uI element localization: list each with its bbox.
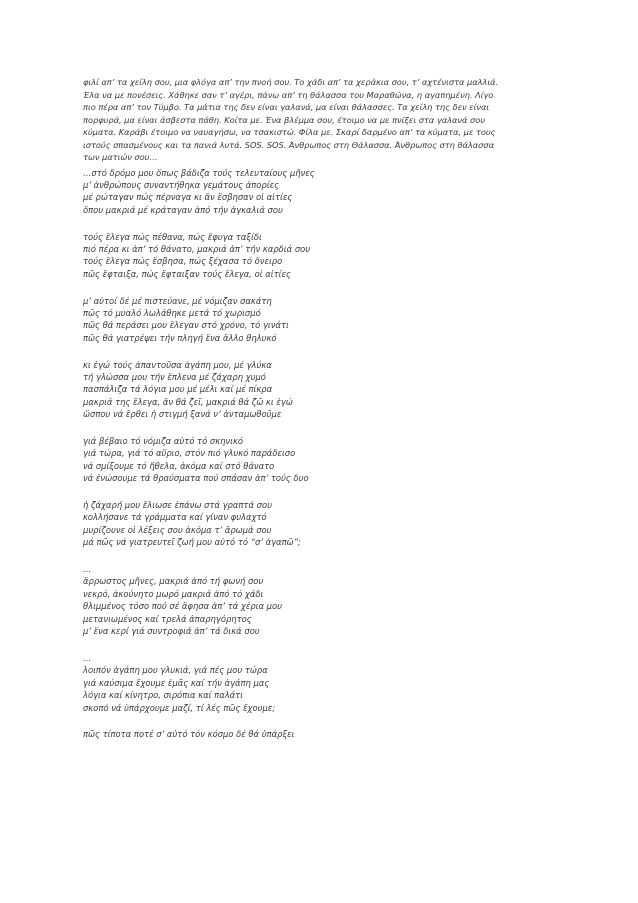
poem-line: πῶς θά γιατρέψει τήν πληγή ἕνα ἄλλο θηλυκό — [83, 332, 277, 343]
poem-line: ἄρρωστος μῆνες, μακριά ἀπό τή φωνή σου — [83, 576, 264, 587]
poem-line: τούς ἔλεγα πώς ἔσβησα, πώς ξέχασα τό ὄνειρο — [83, 256, 283, 267]
stanza-9 — [83, 728, 553, 740]
stanza-7 — [83, 563, 553, 638]
poem-line: γιά βέβαιο τό νόμιζα αὐτό τό σκηνικό — [83, 435, 244, 446]
stanza-4 — [83, 359, 553, 421]
stanza-5 — [83, 435, 553, 485]
poem-line: μ’ ἀνθρώπους συναντήθηκα γεμάτους ἀπορίες — [83, 179, 280, 190]
poem — [83, 167, 553, 741]
poem-line: μ’ ἕνα κερί γιά συντροφιά ἀπ’ τά δικά σου — [83, 626, 260, 637]
poem-line: ὥσπου νά ἔρθει ἡ στιγμή ξανά ν’ ἀνταμωθοῦμε — [83, 409, 282, 420]
poem-line: νά σμίξουμε τό ἤθελα, ἀκόμα καί στό θάνατο — [83, 460, 275, 471]
intro-line: ιστούς σπασμένους και τα πανιά λυτά. SOS. SOS. Άνθρωπος στη Θάλασσα. Άνθρωπος στη θάλασσα — [83, 139, 495, 150]
poem-line: πῶς ἔφταιξα, πώς ἔφταιξαν τούς ἔλεγα, οἱ αἰτίες — [83, 268, 291, 279]
intro-line: Έλα να με πονέσεις. Χάθηκε σαν τ’ αγέρι, πάνω απ’ τη θάλασσα του Μαραθώνα, η αγαπημένη. Λίγο — [83, 89, 494, 100]
poem-line: λόγια καί κίνητρο, σιρόπια καί παλάτι — [83, 690, 244, 701]
stanza-1 — [83, 167, 553, 217]
poem-line: μετανιωμένος καί τρελά ἀπαρηγόρητος — [83, 613, 252, 624]
poem-line: ὅπου μακριά μέ κράταγαν ἀπό τήν ἀγκαλιά σου — [83, 204, 283, 215]
poem-line: γιά τώρα, γιά τό αὔριο, στόν πιό γλυκό παράδεισο — [83, 448, 296, 459]
poem-line: νά ἑνώσουμε τά θραύσματα πού σπάσαν ἀπ’ τούς δυο — [83, 473, 309, 484]
poem-line: …στό δρόμο μου ὅπως βάδιζα τούς τελευταίους μῆνες — [83, 167, 315, 178]
poem-line: τούς ἔλεγα πώς πέθανα, πώς ἔφυγα ταξίδι — [83, 231, 262, 242]
poem-line: πῶς τό μυαλό λωλάθηκε μετά τό χωρισμό — [83, 307, 261, 318]
stanza-2 — [83, 231, 553, 281]
poem-line: κολλήσανε τά γράμματα καί γίναν φυλαχτό — [83, 512, 267, 523]
poem-line: γιά καύσιμα ἔχουμε ἐμᾶς καί τήν ἀγάπη μας — [83, 677, 270, 688]
intro-line: πορφυρά, μα είναι άσβεστα πάθη. Κοίτα με. Ένα βλέμμα σου, έτοιμο να με πνίξει στα γαλανά σου — [83, 114, 486, 125]
stanza-3 — [83, 295, 553, 345]
poem-line: πασπάλιζα τά λόγια μου μέ μέλι καί μέ πίκρα — [83, 384, 273, 395]
intro-line: των ματιών σου… — [83, 152, 158, 162]
poem-line: τή γλώσσα μου τήν ἔπλενα μέ ζάχαρη χυμό — [83, 371, 266, 382]
poem-line: … — [83, 563, 92, 574]
poem-line: μά πῶς νά γιατρευτεῖ ζωή μου αὐτό τό “σ’ ἀγαπῶ”; — [83, 537, 301, 548]
poem-line: θλιμμένος τόσο πού σέ ἄφησα ἀπ’ τά χέρια μου — [83, 601, 282, 612]
poem-line: μακριά της ἔλεγα, ἄν θά ζεῖ, μακριά θά ζῶ κι ἐγώ — [83, 396, 293, 407]
poem-line: πῶς θά περάσει μου ἔλεγαν στό χρόνο, τό γινάτι — [83, 320, 289, 331]
intro-line: φιλί απ’ τα χείλη σου, μια φλόγα απ’ την πνοή σου. Το χάδι απ’ τα χεράκια σου, τ’ αχτένιστα μαλλιά. — [83, 77, 499, 87]
poem-line: … — [83, 652, 92, 663]
intro-line: πιο πέρα απ’ τον Τύμβο. Τα μάτια της δεν είναι γαλανά, μα είναι θάλασσες. Τα χείλη της δεν είναι — [83, 102, 490, 112]
poem-line: μέ ρώταγαν πώς πέρναγα κι ἄν ἔσβησαν οἱ αἰτίες — [83, 192, 293, 203]
poem-line: πιό πέρα κι ἀπ’ τό θάνατο, μακριά ἀπ’ τήν καρδιά σου — [83, 243, 311, 254]
stanza-6 — [83, 499, 553, 549]
poem-line: σκοπό νά ὑπάρχουμε μαζί, τί λές πῶς ἔχουμε; — [83, 702, 276, 713]
poem-line: μ’ αὐτοί δέ μέ πιστεύανε, μέ νόμιζαν σακάτη — [83, 295, 272, 306]
document-page — [83, 76, 553, 755]
poem-line: πῶς τίποτα ποτέ σ’ αὐτό τόν κόσμο δέ θά ὑπάρξει — [83, 729, 295, 740]
poem-line: νεκρό, ἀκούνητο μωρό μακριά ἀπό τό χάδι — [83, 588, 264, 599]
intro-paragraph — [83, 76, 553, 164]
intro-line: κύματα. Καράβι έτοιμο να ναυαγήσω, να τσακιστώ. Φίλα με. Σκαρί δαρμένο απ’ τα κύματα, με τους — [83, 127, 496, 137]
poem-line: λοιπόν ἀγάπη μου γλυκιά, γιά πές μου τώρα — [83, 665, 268, 676]
poem-line: μυρίζουνε οἱ λέξεις σου ἀκόμα τ’ ἄρωμά σου — [83, 524, 272, 535]
poem-line: κι ἐγώ τούς ἀπαντοῦσα ἀγάπη μου, μέ γλύκα — [83, 359, 272, 370]
poem-line: ἡ ζάχαρή μου ἔλιωσε ἐπάνω στά γραπτά σου — [83, 499, 272, 510]
stanza-8 — [83, 652, 553, 714]
